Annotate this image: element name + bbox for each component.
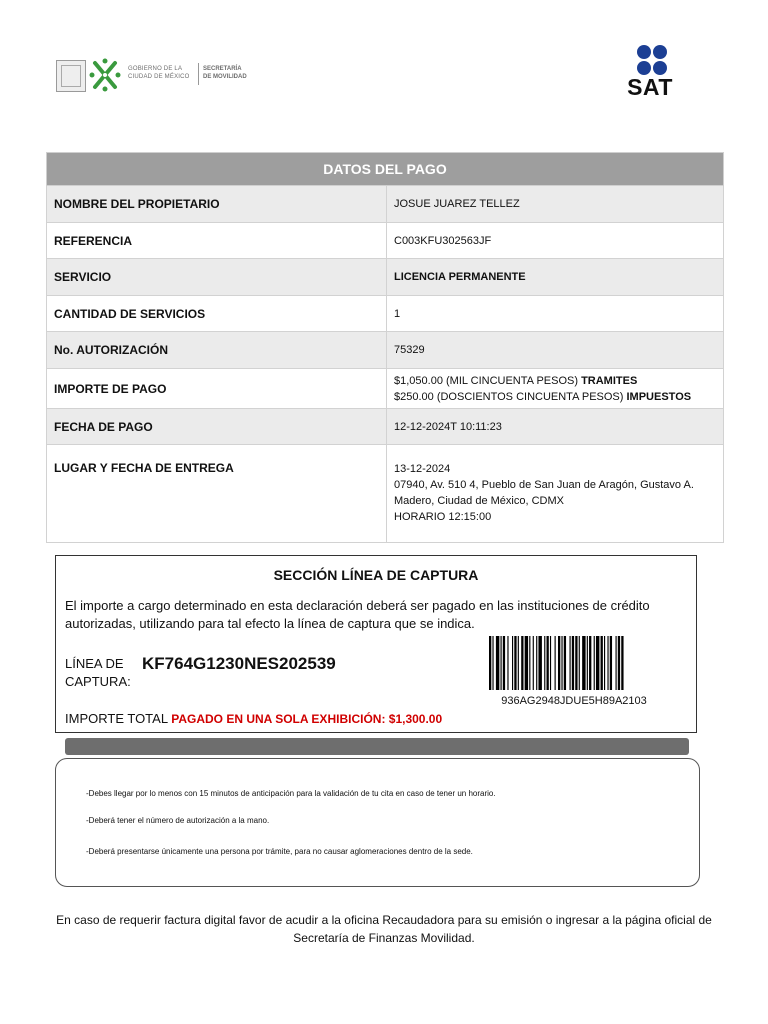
gov-name: GOBIERNO DE LA CIUDAD DE MÉXICO <box>128 66 190 80</box>
capture-title: SECCIÓN LÍNEA DE CAPTURA <box>273 567 479 583</box>
barcode-number: 936AG2948JDUE5H89A2103 <box>501 695 647 707</box>
table-row <box>47 186 724 223</box>
total-amount <box>65 711 442 726</box>
cdmx-government-logo <box>56 56 256 96</box>
note-item: -Deberá tener el número de autorización a la mano. <box>86 816 270 825</box>
tag-tramites: TRAMITES <box>581 374 638 387</box>
row-value <box>387 369 724 409</box>
table-row <box>47 369 724 409</box>
row-label: IMPORTE DE PAGO <box>47 369 387 409</box>
notes-box <box>55 758 700 887</box>
secretaria-name: SECRETARÍA DE MOVILIDAD <box>203 66 247 80</box>
note-item: -Deberá presentarse únicamente una persona por trámite, para no causar aglomeraciones dentro de la sede. <box>86 847 473 856</box>
row-value <box>387 445 724 543</box>
capture-description: El importe a cargo determinado en esta declaración deberá ser pagado en las instituciones de crédito autorizadas, utilizando para tal efecto la línea de captura que se indica. <box>65 598 650 631</box>
capture-line-section <box>55 555 697 733</box>
row-label: REFERENCIA <box>47 223 387 259</box>
delivery-schedule: HORARIO 12:15:00 <box>394 511 492 523</box>
table-row <box>47 223 724 259</box>
row-value: LICENCIA PERMANENTE <box>387 259 724 296</box>
total-value: PAGADO EN UNA SOLA EXHIBICIÓN: $1,300.00 <box>171 712 443 726</box>
footer-text: En caso de requerir factura digital favor de acudir a la oficina Recaudadora para su emisión o ingresar a la página oficial de Secretaría de Finanzas Movilidad. <box>56 913 712 945</box>
table-row <box>47 259 724 296</box>
table-row <box>47 296 724 332</box>
sat-logo-text: SAT <box>627 74 673 100</box>
table-row <box>47 409 724 445</box>
barcode-icon <box>489 636 662 690</box>
row-label: LUGAR Y FECHA DE ENTREGA <box>47 445 387 543</box>
delivery-address-1: 07940, Av. 510 4, Pueblo de San Juan de Aragón, Gustavo A. <box>394 479 694 491</box>
amount-tramites: $1,050.00 (MIL CINCUENTA PESOS) <box>394 374 579 387</box>
amount-impuestos: $250.00 (DOSCIENTOS CINCUENTA PESOS) <box>394 390 624 403</box>
sat-dots-icon <box>636 44 668 76</box>
note-item: -Debes llegar por lo menos con 15 minutos de anticipación para la validación de tu cita en caso de tener un horario. <box>86 789 496 798</box>
capture-line-code: KF764G1230NES202539 <box>142 654 336 673</box>
row-label: FECHA DE PAGO <box>47 409 387 445</box>
delivery-date: 13-12-2024 <box>394 463 451 475</box>
payment-data-table <box>46 152 724 543</box>
row-value: 1 <box>387 296 724 332</box>
separator-bar <box>65 738 689 755</box>
table-row <box>47 332 724 369</box>
row-value: 12-12-2024T 10:11:23 <box>387 409 724 445</box>
row-value: C003KFU302563JF <box>387 223 724 259</box>
capture-line-label: LÍNEA DE CAPTURA: <box>65 656 131 689</box>
row-label: SERVICIO <box>47 259 387 296</box>
cdmx-x-mark-icon <box>89 57 121 93</box>
tag-impuestos: IMPUESTOS <box>626 390 692 403</box>
table-row <box>47 445 724 543</box>
row-label: NOMBRE DEL PROPIETARIO <box>47 186 387 223</box>
row-label: CANTIDAD DE SERVICIOS <box>47 296 387 332</box>
payment-table-title: DATOS DEL PAGO <box>47 153 724 186</box>
row-value: JOSUE JUAREZ TELLEZ <box>387 186 724 223</box>
cdmx-seal-icon <box>56 60 86 92</box>
delivery-address-2: Madero, Ciudad de México, CDMX <box>394 495 564 507</box>
sat-logo <box>616 44 684 100</box>
row-value: 75329 <box>387 332 724 369</box>
row-label: No. AUTORIZACIÓN <box>47 332 387 369</box>
total-label: IMPORTE TOTAL <box>65 711 168 726</box>
logo-divider <box>198 63 199 85</box>
